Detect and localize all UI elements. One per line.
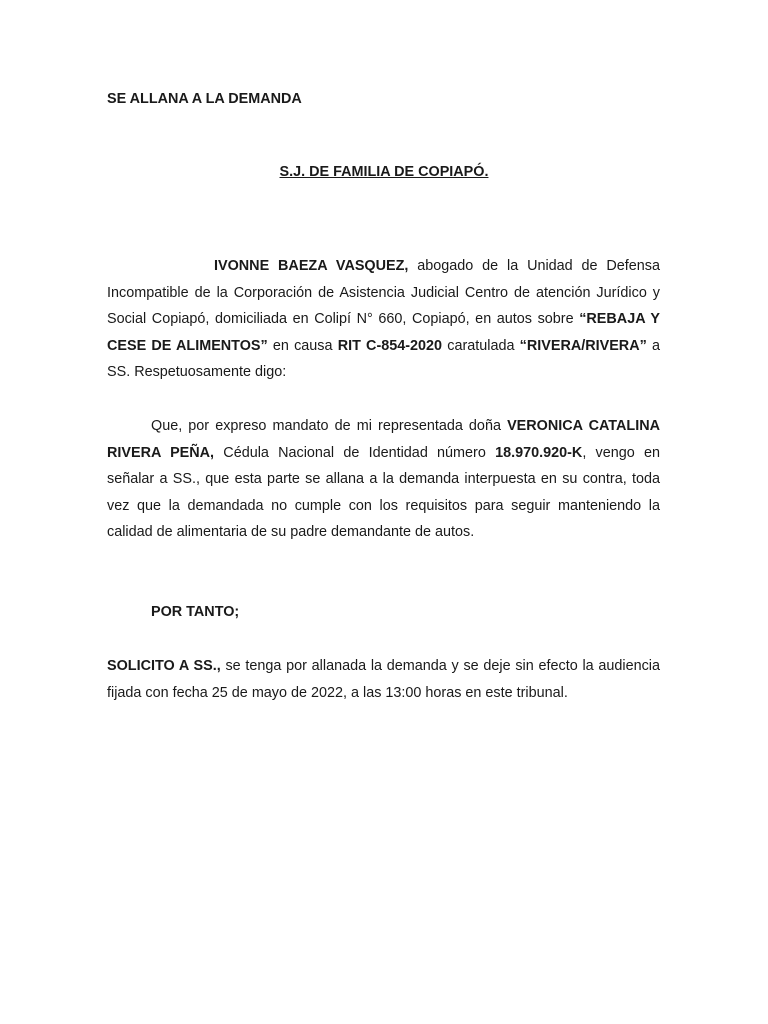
body-paragraph	[107, 413, 660, 546]
case-caption: “RIVERA/RIVERA”	[519, 337, 647, 354]
client-name: VERONICA CATALINA RIVERA PEÑA,	[107, 418, 660, 461]
request-text: se tenga por allanada la demanda y se deje sin efecto la audiencia fijada con fecha 25 de mayo de 2022, a las 13:00 horas en este tribunal.	[107, 658, 660, 701]
intro-text-4: a SS. Respetuosamente digo:	[107, 337, 660, 380]
attorney-name: IVONNE BAEZA VASQUEZ,	[214, 258, 409, 274]
document-heading: SE ALLANA A LA DEMANDA	[107, 91, 302, 107]
por-tanto: POR TANTO;	[151, 604, 240, 620]
case-matter: “REBAJA Y CESE DE ALIMENTOS”	[107, 311, 660, 354]
body-text-3: , vengo en señalar a SS., que esta parte se allana a la demanda interpuesta en su contra, toda vez que la demandada no cumple con los requisitos para seguir manteniendo la calidad de alimentaria de su padre demandante de autos.	[107, 444, 660, 540]
request-lead: SOLICITO A SS.,	[107, 658, 221, 674]
intro-text-1: abogado de la Unidad de Defensa Incompatible de la Corporación de Asistencia Judicial Centro de atención Jurídico y Social Copiapó, domiciliada en Colipí N° 660, Copiapó, en autos sobre	[107, 258, 660, 327]
request-paragraph	[107, 653, 660, 706]
body-text-2: Cédula Nacional de Identidad número	[214, 444, 496, 461]
client-id-number: 18.970.920-K	[495, 444, 583, 461]
intro-text-2: en causa	[267, 337, 338, 354]
intro-text-3: caratulada	[442, 337, 520, 354]
intro-paragraph	[107, 253, 660, 386]
court-name: S.J. DE FAMILIA DE COPIAPÓ.	[279, 164, 489, 180]
body-text-1: Que, por expreso mandato de mi representada doña	[151, 418, 508, 434]
court-addressee	[0, 164, 768, 180]
case-rit: RIT C-854-2020	[337, 337, 443, 354]
